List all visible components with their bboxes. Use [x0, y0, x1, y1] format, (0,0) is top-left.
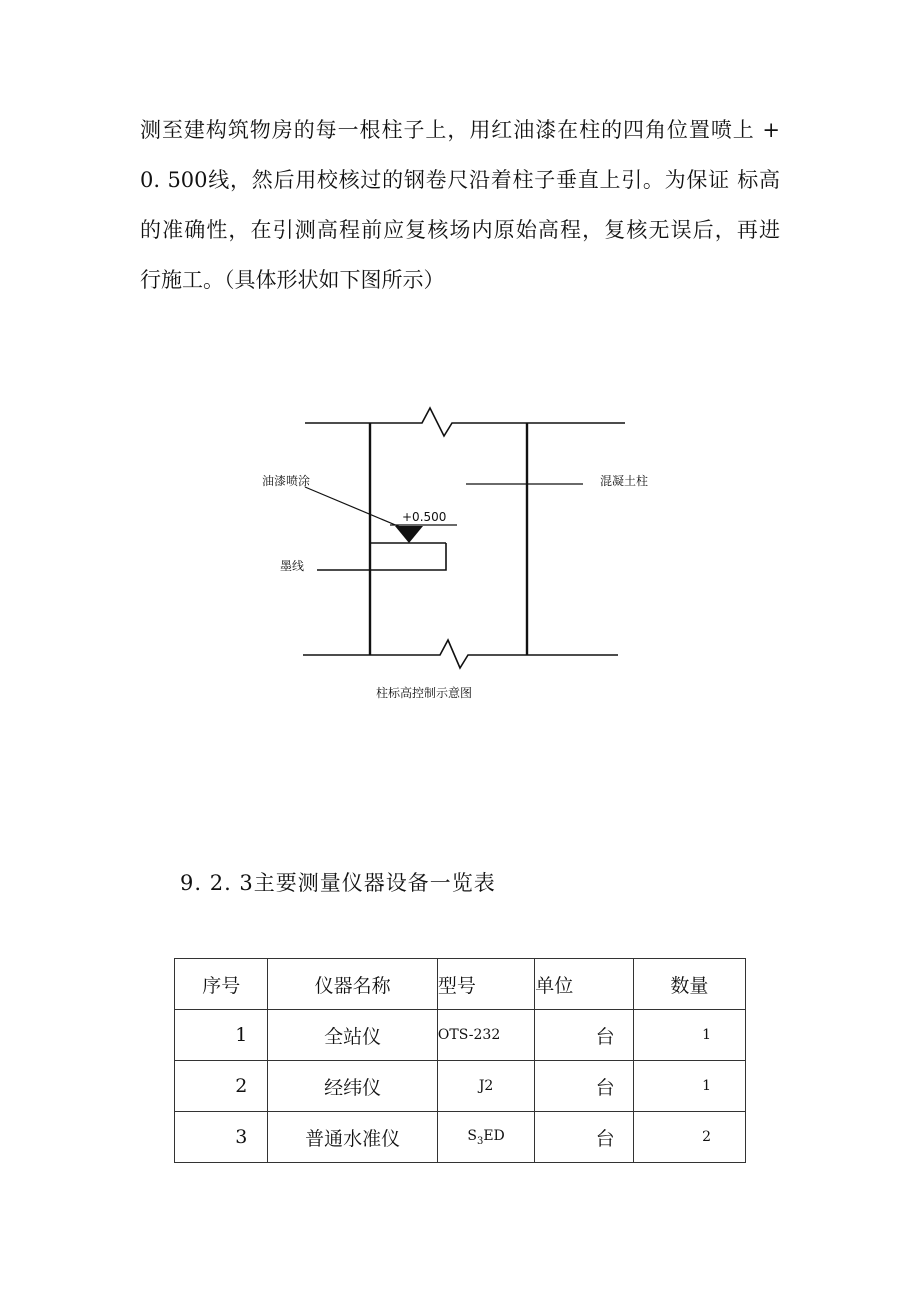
figure-caption: 柱标高控制示意图 — [376, 686, 473, 700]
cell-qty: 2 — [633, 1112, 745, 1163]
table-row — [175, 1061, 746, 1112]
equipment-table — [174, 958, 746, 1163]
elevation-triangle-icon — [395, 526, 423, 543]
paint-label: 油漆喷涂 — [262, 474, 311, 488]
cell-no: 3 — [175, 1112, 268, 1163]
cell-model: J2 — [437, 1061, 534, 1112]
ink-line-leader — [317, 543, 446, 570]
header-cell: 序号 — [175, 959, 268, 1010]
ink-line-label: 墨线 — [280, 559, 305, 573]
paint-leader-line — [305, 487, 405, 529]
elevation-label: +0.500 — [402, 510, 447, 524]
model-subscript: 3 — [476, 1135, 484, 1147]
model-main: S — [467, 1127, 477, 1144]
cell-qty: 1 — [633, 1010, 745, 1061]
cell-qty: 1 — [633, 1061, 745, 1112]
header-cell: 仪器名称 — [268, 959, 437, 1010]
header-cell: 型号 — [437, 959, 534, 1010]
cell-name: 普通水准仪 — [268, 1112, 437, 1163]
table-header-row — [175, 959, 746, 1010]
cell-unit: 台 — [535, 1112, 633, 1163]
cell-model: OTS-232 — [437, 1010, 534, 1061]
cell-model — [437, 1112, 534, 1163]
paragraph-line: 行施工。（具体形状如下图所示） — [140, 268, 445, 292]
table-row — [175, 1010, 746, 1061]
paragraph-line: 的准确性，在引测高程前应复核场内原始高程，复核无误后，再进 — [140, 218, 780, 242]
cell-no: 2 — [175, 1061, 268, 1112]
section-heading: 9. 2. 3主要测量仪器设备一览表 — [180, 871, 496, 895]
top-break-line — [305, 408, 625, 436]
header-cell: 单位 — [535, 959, 633, 1010]
cell-no: 1 — [175, 1010, 268, 1061]
cell-name: 全站仪 — [268, 1010, 437, 1061]
cell-name: 经纬仪 — [268, 1061, 437, 1112]
paragraph-line: 0. 500线，然后用校核过的钢卷尺沿着柱子垂直上引。为保证 标高 — [140, 168, 780, 192]
column-label: 混凝土柱 — [600, 474, 649, 488]
cell-unit: 台 — [535, 1010, 633, 1061]
bottom-break-line — [303, 640, 618, 668]
model-tail: ED — [483, 1127, 505, 1144]
header-cell: 数量 — [633, 959, 745, 1010]
cell-unit: 台 — [535, 1061, 633, 1112]
paragraph-line: 测至建构筑物房的每一根柱子上，用红油漆在柱的四角位置喷上 + — [140, 118, 780, 142]
table-row — [175, 1112, 746, 1163]
